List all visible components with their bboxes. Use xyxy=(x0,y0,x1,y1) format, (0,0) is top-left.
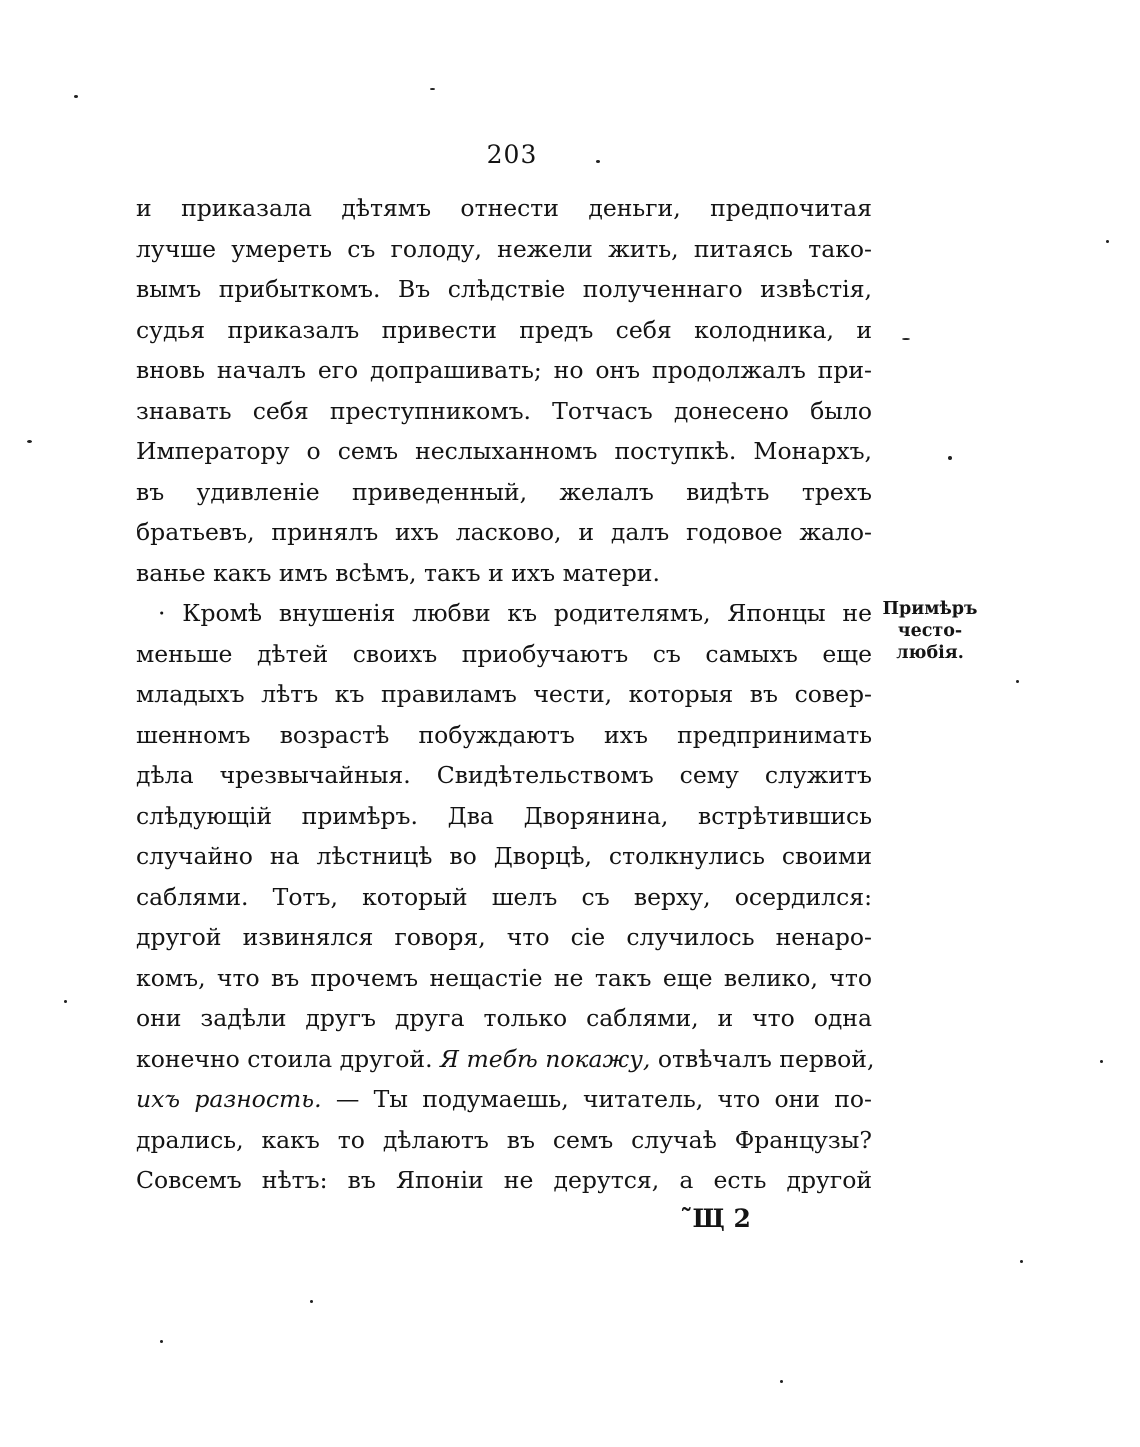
scan-speck xyxy=(1016,680,1019,683)
margin-note-line: Примѣръ xyxy=(882,599,978,619)
italic-quote: Я тебѣ покажу, xyxy=(440,1044,651,1073)
scan-speck xyxy=(1106,240,1109,243)
text-line: въ удивленіе приведенный, желалъ видѣть трехъ xyxy=(136,477,872,506)
text-segment: — Ты подумаешь, читатель, что они по- xyxy=(335,1085,872,1113)
scan-speck xyxy=(430,88,435,90)
text-segment: отвѣчалъ первой, xyxy=(657,1044,875,1073)
italic-quote: ихъ разность. xyxy=(136,1085,322,1113)
text-line: судья приказалъ привести предъ себя колодника, и xyxy=(136,315,872,344)
scan-speck xyxy=(160,1340,163,1343)
scan-speck xyxy=(64,1000,67,1003)
page-number: 203 xyxy=(486,140,538,169)
text-line-mixed xyxy=(136,1079,872,1120)
text-line: · Кромѣ внушенія любви къ родителямъ, Японцы не xyxy=(158,599,872,627)
scan-speck xyxy=(27,440,32,443)
scan-speck xyxy=(902,338,910,340)
text-line: Совсемъ нѣтъ: въ Японіи не дерутся, а есть другой xyxy=(136,1166,872,1194)
text-line: Императору о семъ неслыханномъ поступкѣ. Монархъ, xyxy=(136,437,872,465)
text-line: меньше дѣтей своихъ приобучаютъ съ самыхъ еще xyxy=(136,639,872,668)
text-line: другой извинялся говоря, что сіе случилось ненаро- xyxy=(136,923,872,951)
catchword-signature: ˜Щ 2 xyxy=(680,1204,751,1233)
body-text xyxy=(136,188,875,1201)
scan-speck xyxy=(596,160,600,163)
scan-speck xyxy=(1100,1060,1103,1063)
margin-note-line: често- xyxy=(897,621,963,641)
text-line: дѣла чрезвычайныя. Свидѣтельствомъ сему служитъ xyxy=(136,761,872,789)
paragraph-2 xyxy=(136,593,875,1201)
text-line: они задѣли другъ друга только саблями, и что одна xyxy=(136,1004,872,1032)
text-line: саблями. Тотъ, который шелъ съ верху, осердился: xyxy=(136,882,872,911)
text-line: вымъ прибыткомъ. Въ слѣдствіе полученнаго извѣстія, xyxy=(136,275,872,303)
scan-speck xyxy=(948,456,952,460)
text-line: знавать себя преступникомъ. Тотчасъ донесено было xyxy=(136,396,872,425)
text-line: слѣдующій примѣръ. Два Дворянина, встрѣтившись xyxy=(136,801,872,830)
text-line: шенномъ возрастѣ побуждаютъ ихъ предпринимать xyxy=(136,720,872,749)
text-segment: конечно стоила другой. xyxy=(136,1044,433,1073)
margin-note-line: любія. xyxy=(896,643,964,663)
text-line: младыхъ лѣтъ къ правиламъ чести, которыя въ совер- xyxy=(136,680,872,708)
text-line-mixed xyxy=(136,1039,875,1080)
scan-speck xyxy=(1020,1260,1023,1263)
text-line: братьевъ, принялъ ихъ ласково, и далъ годовое жало- xyxy=(136,518,872,546)
scan-speck xyxy=(74,95,78,98)
text-line: комъ, что въ прочемъ нещастіе не такъ еще велико, что xyxy=(136,963,872,992)
text-line: и приказала дѣтямъ отнести деньги, предпочитая xyxy=(136,194,872,222)
scan-speck xyxy=(780,1380,783,1383)
margin-note xyxy=(880,598,980,664)
paragraph-1 xyxy=(136,188,872,593)
text-line: случайно на лѣстницѣ во Дворцѣ, столкнулись своими xyxy=(136,842,872,870)
text-line: лучше умереть съ голоду, нежели жить, питаясь тако- xyxy=(136,234,872,263)
text-line: ванье какъ имъ всѣмъ, такъ и ихъ матери. xyxy=(136,558,660,587)
text-line: вновь началъ его допрашивать; но онъ продолжалъ при- xyxy=(136,356,872,384)
scan-speck xyxy=(310,1300,313,1303)
text-line: дрались, какъ то дѣлаютъ въ семъ случаѣ Французы? xyxy=(136,1125,872,1154)
